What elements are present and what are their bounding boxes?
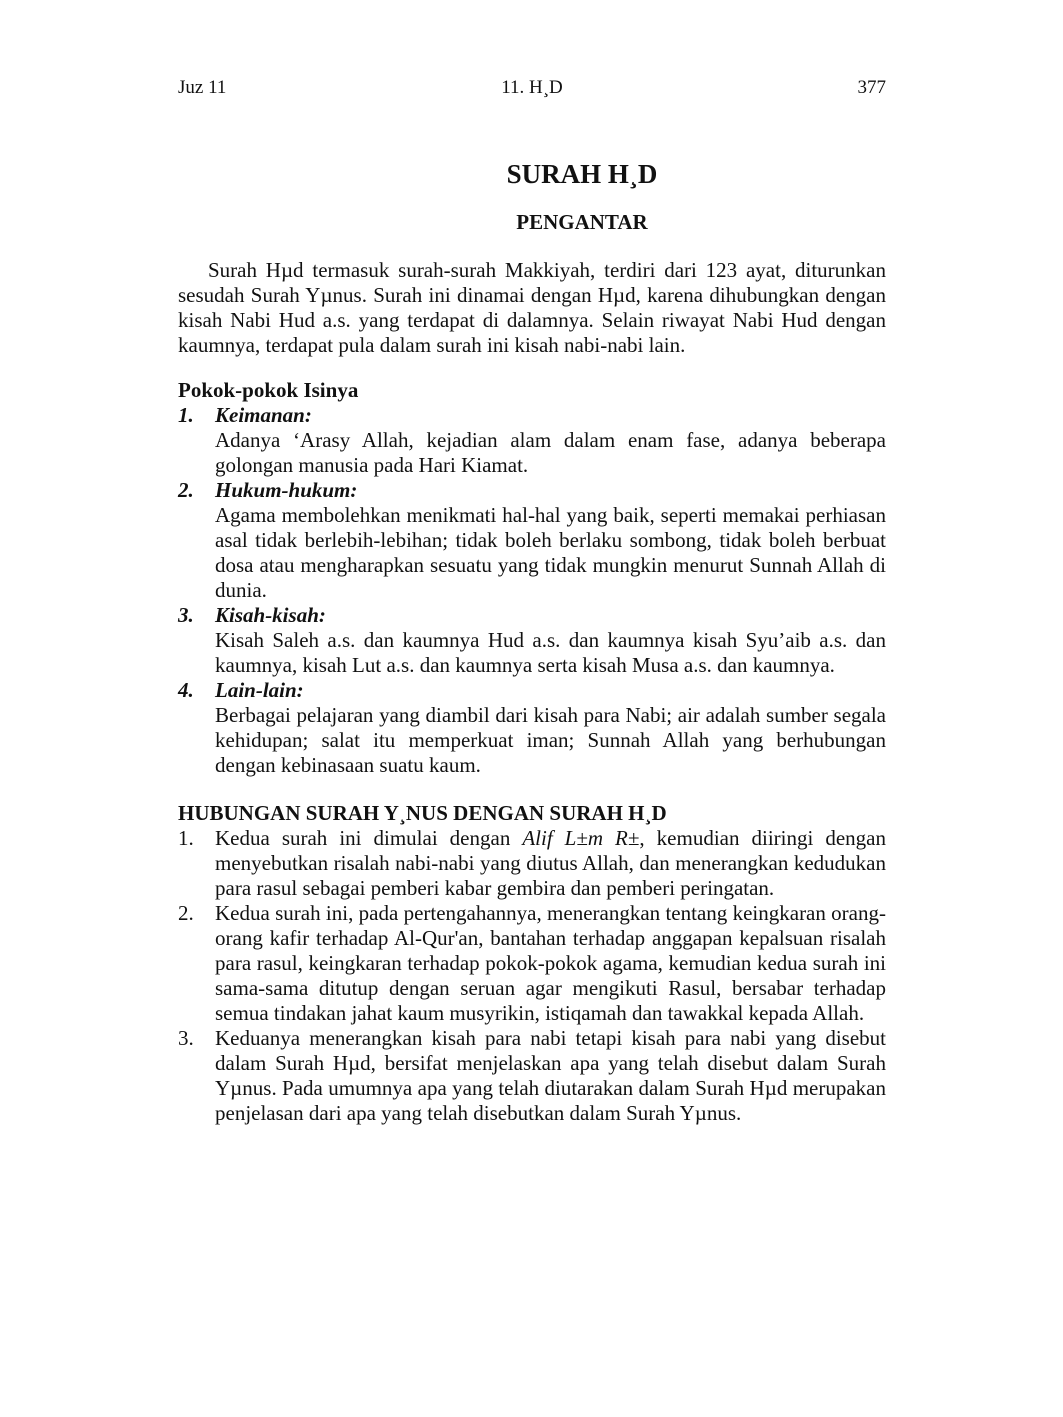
item-heading: Lain-lain: bbox=[215, 678, 304, 702]
surah-title: SURAH H¸D bbox=[506, 159, 658, 189]
alif-lam-ra: Alif L±m R± bbox=[522, 826, 640, 850]
item-heading: Kisah-kisah: bbox=[215, 603, 326, 627]
running-header bbox=[178, 74, 886, 104]
hubungan-item bbox=[178, 826, 886, 901]
hubungan-item bbox=[178, 1026, 886, 1126]
item-number: 2. bbox=[178, 478, 194, 502]
item-text: Agama membolehkan menikmati hal-hal yang baik, seperti memakai perhiasan asal tidak berlebih-lebihan; tidak boleh berlaku sombong, tidak boleh berbuat dosa atau mengharapkan sesuatu yang tidak mungkin menurut Sunnah Allah di dunia. bbox=[215, 503, 886, 602]
section-title-pengantar: PENGANTAR bbox=[516, 210, 648, 234]
item-text-rest: , kemudian diiringi dengan menyebutkan risalah nabi-nabi yang diutus Allah, dan menerangkan kedudukan para rasul sebagai pemberi kabar gembira dan pemberi peringatan. bbox=[215, 826, 886, 900]
intro-paragraph: Surah Hµd termasuk surah-surah Makkiyah, terdiri dari 123 ayat, diturunkan sesudah Surah Yµnus. Surah ini dinamai dengan Hµd, karena dihubungkan dengan kisah Nabi Hud a.s. yang terdapat di dalamnya. Selain riwayat Nabi Hud dengan kaumnya, terdapat pula dalam surah ini kisah nabi-nabi lain. bbox=[178, 258, 886, 357]
item-number: 3. bbox=[178, 1026, 194, 1050]
item-text: Kisah Saleh a.s. dan kaumnya Hud a.s. dan kaumnya kisah Syu’aib a.s. dan kaumnya, kisah Lut a.s. dan kaumnya serta kisah Musa a.s. dan kaumnya. bbox=[215, 628, 886, 677]
item-heading: Keimanan: bbox=[215, 403, 312, 427]
item-number: 3. bbox=[178, 603, 194, 627]
pokok-item bbox=[178, 678, 886, 778]
item-number: 1. bbox=[178, 826, 194, 850]
item-number: 1. bbox=[178, 403, 194, 427]
page bbox=[178, 74, 886, 1126]
item-number: 4. bbox=[178, 678, 194, 702]
hubungan-item bbox=[178, 901, 886, 1026]
item-text: Berbagai pelajaran yang diambil dari kisah para Nabi; air adalah sumber segala kehidupan; salat itu memperkuat iman; Sunnah Allah yang berhubungan dengan kebinasaan suatu kaum. bbox=[215, 703, 886, 777]
pokok-heading: Pokok-pokok Isinya bbox=[178, 378, 359, 402]
pokok-item bbox=[178, 603, 886, 678]
page-number: 377 bbox=[857, 77, 886, 98]
chapter-label: 11. H¸D bbox=[501, 77, 563, 98]
pokok-item bbox=[178, 403, 886, 478]
pokok-item bbox=[178, 478, 886, 603]
item-text: Adanya ‘Arasy Allah, kejadian alam dalam enam fase, adanya beberapa golongan manusia pada Hari Kiamat. bbox=[215, 428, 886, 477]
item-number: 2. bbox=[178, 901, 194, 925]
item-heading: Hukum-hukum: bbox=[215, 478, 358, 502]
item-text bbox=[215, 826, 886, 901]
item-text-start: Kedua surah ini dimulai dengan bbox=[215, 826, 523, 850]
hubungan-heading: HUBUNGAN SURAH Y¸NUS DENGAN SURAH H¸D bbox=[178, 801, 667, 825]
item-text: Kedua surah ini, pada pertengahannya, menerangkan tentang keingkaran orang-orang kafir terhadap Al-Qur'an, bantahan terhadap anggapan kepalsuan risalah para rasul, keingkaran terhadap pokok-pokok agama, kemudian kedua surah ini sama-sama ditutup dengan seruan agar mengikuti Rasul, bersabar terhadap semua tindakan jahat kaum musyrikin, istiqamah dan tawakkal kepada Allah. bbox=[215, 901, 886, 1025]
item-text: Keduanya menerangkan kisah para nabi tetapi kisah para nabi yang disebut dalam Surah Hµd, bersifat menjelaskan apa yang telah disebut dalam Surah Yµnus. Pada umumnya apa yang telah diutarakan dalam Surah Hµd merupakan penjelasan dari apa yang telah disebutkan dalam Surah Yµnus. bbox=[215, 1026, 886, 1125]
juz-label: Juz 11 bbox=[178, 77, 227, 98]
